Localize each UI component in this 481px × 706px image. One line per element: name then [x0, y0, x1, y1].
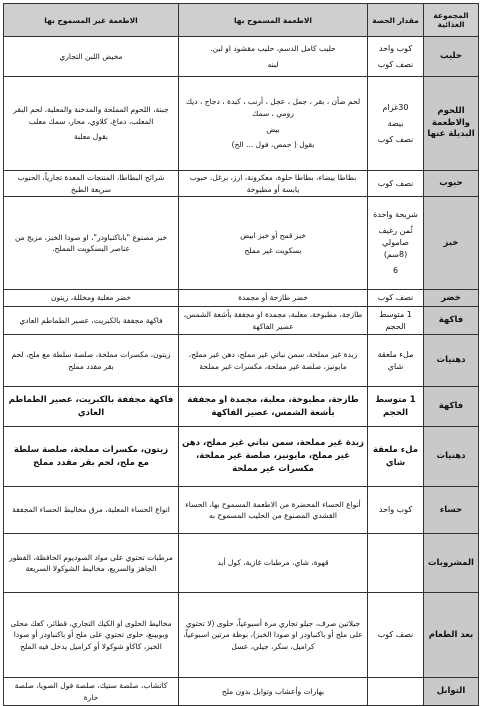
diet-table	[3, 3, 479, 706]
portion-cell-line: نصف كوب	[377, 134, 414, 144]
allowed-foods-cell	[179, 77, 368, 171]
allowed-foods-cell-line: جيلاتين صرف، جيلو تجاري مرة أسبوعياً، حلوى (لا تحتوي على ملح أو باكنباودر او صودا الخبز)، بوظة مرتين اسبوعياً، كراميل، سكر، جيلي، عسل	[183, 618, 363, 652]
header-portion: مقدار الحصة	[368, 4, 424, 37]
avoided-foods-cell-line: زيتون، مكسرات مملحة، صلصة سلطة مع ملح، لحم بقر مقدد مملح	[13, 444, 169, 468]
avoided-foods-cell	[4, 593, 179, 678]
allowed-foods-cell-line: لبنه	[267, 59, 279, 69]
table-body	[4, 37, 479, 706]
allowed-foods-cell-line: خضر طازجة أو مجمدة	[238, 293, 308, 303]
portion-cell	[368, 171, 424, 197]
food-group-cell: خبز	[424, 197, 479, 290]
table-row	[4, 37, 479, 77]
table-row	[4, 427, 479, 487]
portion-cell-line: ملء ملعقة شاي	[377, 349, 414, 371]
allowed-foods-cell-line: طازجة، مطبوخة، معلبة، مجمدة او مجففة بأشعة الشمس، عصير الفاكهة	[183, 310, 363, 331]
allowed-foods-cell	[179, 678, 368, 706]
table-row	[4, 77, 479, 171]
avoided-foods-cell-line: خضر معلبة ومخللة، زيتون	[50, 293, 132, 303]
table-row	[4, 307, 479, 335]
portion-cell	[368, 487, 424, 534]
portion-cell	[368, 77, 424, 171]
portion-cell-line: نصف كوب	[377, 59, 414, 69]
table-row	[4, 487, 479, 534]
portion-cell	[368, 534, 424, 593]
portion-cell-line: ثُمن رغيف صامولي (8سم)	[378, 226, 413, 260]
avoided-foods-cell-line: مرطبات تحتوي على مواد الصوديوم الحافظة، الفطور الجاهز والسريع، مخاليط الشوكولا السريعة	[9, 552, 173, 574]
food-group-cell: فاكهة	[424, 387, 479, 427]
allowed-foods-cell-line: قهوة، شاي، مرطبات غازية، كول أيد	[217, 558, 329, 568]
food-group-cell: فاكهة	[424, 307, 479, 335]
avoided-foods-cell	[4, 387, 179, 427]
food-group-cell: حساء	[424, 487, 479, 534]
portion-cell	[368, 593, 424, 678]
avoided-foods-cell	[4, 37, 179, 77]
avoided-foods-cell	[4, 678, 179, 706]
portion-cell	[368, 290, 424, 307]
allowed-foods-cell-line: زبدة غير مملحة، سمن نباتي غير مملح، دهن غير مملح، مايونيز، صلصة غير مملحة، مكسرات غير مملحة	[188, 350, 358, 371]
avoided-foods-cell-line: جبنة، اللحوم المملحة والمدخنة والمعلبة، لحم البقر المعلب، دماغ، كلاوي، محار، سمك معلب	[13, 105, 169, 126]
avoided-foods-cell-line: شرائح البطاطا، المنتجات المعدة تجارياً، الحبوب سريعة الطبخ	[17, 173, 165, 194]
table-row	[4, 197, 479, 290]
portion-cell	[368, 335, 424, 387]
allowed-foods-cell-line: بقول ( حمص، فول ... الخ)	[231, 140, 315, 150]
food-group-cell: دهنيات	[424, 427, 479, 487]
allowed-foods-cell-line: بهارات وأعشاب وتوابل بدون ملح	[221, 686, 325, 696]
allowed-foods-cell	[179, 197, 368, 290]
avoided-foods-cell	[4, 487, 179, 534]
portion-cell-line: 1 متوسط الحجم	[379, 309, 412, 331]
avoided-foods-cell	[4, 171, 179, 197]
avoided-foods-cell	[4, 427, 179, 487]
portion-cell-line: 6	[392, 266, 399, 276]
portion-cell-line: نصف كوب	[377, 630, 414, 640]
allowed-foods-cell-line: بطاطا بيضاء، بطاطا حلوة، معكرونة، ارز، برغل، حبوب يابسة أو مطبوخة	[189, 173, 357, 194]
portion-cell-line: شريحة واحدة	[373, 210, 418, 220]
allowed-foods-cell	[179, 37, 368, 77]
avoided-foods-cell	[4, 290, 179, 307]
allowed-foods-cell-line: بيض	[266, 124, 280, 134]
allowed-foods-cell-line: حليب كامل الدسم، حليب مقشود او لبن.	[210, 43, 336, 53]
portion-cell-line: 30غرام	[382, 102, 409, 112]
allowed-foods-cell	[179, 487, 368, 534]
allowed-foods-cell-line: لحم ضأن ، بقر ، جمل ، عجل ، أرنب ، كبدة ، دجاج ، ديك رومي ، سمك	[185, 97, 361, 118]
portion-cell	[368, 197, 424, 290]
table-row	[4, 593, 479, 678]
avoided-foods-cell	[4, 197, 179, 290]
portion-cell	[368, 307, 424, 335]
avoided-foods-cell	[4, 307, 179, 335]
avoided-foods-cell-line: انواع الحساء المعلبة، مرق مخاليط الحساء المجففة	[12, 505, 170, 515]
portion-cell-line: كوب واحد	[378, 43, 413, 53]
food-group-cell: دهنيات	[424, 335, 479, 387]
portion-cell	[368, 387, 424, 427]
table-row	[4, 171, 479, 197]
allowed-foods-cell-line: طازجة، مطبوخة، معلبة، مجمدة او مجففة بأشعة الشمس، عصير الفاكهة	[187, 394, 359, 418]
allowed-foods-cell	[179, 335, 368, 387]
avoided-foods-cell-line: فاكهة مجففة بالكبريت، عصير الطماطم العادي	[19, 315, 163, 325]
allowed-foods-cell	[179, 290, 368, 307]
table-row	[4, 290, 479, 307]
header-avoid: الاطعمة غير المسموح بها	[4, 4, 179, 37]
allowed-foods-cell-line: زبدة غير مملحة، سمن نباتي غير مملح، دهن غير مملح، مايونيز، صلصة غير مملحة، مكسرات غير مملحة	[182, 437, 364, 475]
portion-cell-line: كوب واحد	[378, 505, 413, 515]
avoided-foods-cell-line: زيتون، مكسرات مملحة، صلصة سلطة مع ملح، لحم بقر مقدد مملح	[11, 350, 171, 371]
food-group-cell: حليب	[424, 37, 479, 77]
avoided-foods-cell-line: كاتشاب، صلصة ستيك، صلصة فول الصويا، صلصة حارة	[14, 681, 168, 702]
avoided-foods-cell	[4, 77, 179, 171]
food-group-cell: حبوب	[424, 171, 479, 197]
allowed-foods-cell	[179, 593, 368, 678]
avoided-foods-cell-line: مخاليط الحلوى او الكيك التجاري، قطائر، كعك محلى وبوبينغ، حلوى تحتوي على ملح أو باكنباودر أو صودا الخبز، كاكاو شوكولا أو كراميل يدخل فيه الملح	[10, 618, 172, 652]
table-header-row	[4, 4, 479, 37]
allowed-foods-cell-line: بسكويت غير مملح	[244, 246, 302, 256]
avoided-foods-cell-line: مخيض اللبن التجاري	[59, 51, 123, 61]
table-row	[4, 534, 479, 593]
avoided-foods-cell	[4, 534, 179, 593]
allowed-foods-cell	[179, 427, 368, 487]
portion-cell-line: بيضة	[387, 118, 404, 128]
food-group-cell: اللحوم والاطعمة البديلة عنها	[424, 77, 479, 171]
portion-cell-line: نصف كوب	[377, 178, 414, 188]
avoided-foods-cell-line: بقول معلبة	[74, 132, 108, 142]
portion-cell-line: 1 متوسط الحجم	[375, 395, 416, 418]
portion-cell-line: ملء ملعقة شاي	[373, 445, 418, 468]
allowed-foods-cell-line: أنواع الحساء المحضرة من الاطعمة المسموح بها، الحساء القشدي المصنوع من الحليب المسموح به	[185, 499, 361, 521]
allowed-foods-cell	[179, 307, 368, 335]
food-group-cell: بعد الطعام	[424, 593, 479, 678]
avoided-foods-cell	[4, 335, 179, 387]
food-group-cell: التوابل	[424, 678, 479, 706]
allowed-foods-cell	[179, 171, 368, 197]
portion-cell-line: نصف كوب	[377, 293, 414, 303]
portion-cell	[368, 678, 424, 706]
portion-cell	[368, 427, 424, 487]
food-group-cell: المشروبات	[424, 534, 479, 593]
avoided-foods-cell-line: خبز مصنوع "باباكنباودر"، او صودا الخبز، مزيج من عناصر البسكويت المملح.	[14, 232, 168, 254]
avoided-foods-cell-line: فاكهة مجففة بالكبريت، عصير الطماطم العادي	[8, 394, 174, 418]
table-row	[4, 678, 479, 706]
header-allowed: الاطعمة المسموح بها	[179, 4, 368, 37]
allowed-foods-cell-line: خبز قمح أو خبز ابيض	[240, 230, 306, 240]
food-group-cell: خضر	[424, 290, 479, 307]
header-group: المجموعة الغذائية	[424, 4, 479, 37]
table-row	[4, 335, 479, 387]
portion-cell	[368, 37, 424, 77]
table-row	[4, 387, 479, 427]
allowed-foods-cell	[179, 387, 368, 427]
allowed-foods-cell	[179, 534, 368, 593]
